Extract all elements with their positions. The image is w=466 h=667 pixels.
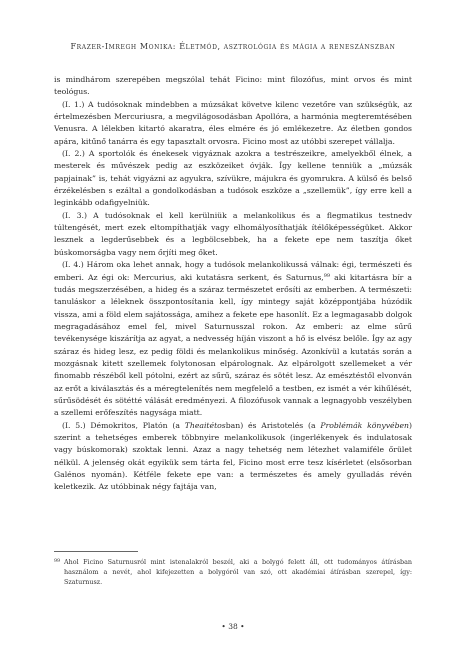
page-number: • 38 • bbox=[221, 622, 245, 631]
paragraph-i-2: (I. 2.) A sportolók és énekesek vigyáznak azokra a testrészeikre, amelyekből élnek, a mesterek és művészek pedig az eszközeiket óvják. Így kellene tenniük a „múzsák papjainak” is, tehát vigyázni az agyukra, szívükre, májukra és gyomrukra. A külső és belső érzékelésben s ezáltal a gondolkodásban a tudósok eszköze a „szellemük”, így erre kell a leginkább odafigyelniük. bbox=[54, 149, 412, 208]
work-title-theaitetos: Theaitétos bbox=[184, 420, 226, 430]
work-title-problemak: Problémák könyvében bbox=[320, 420, 410, 430]
paragraph-i-3: (I. 3.) A tudósoknak el kell kerülniük a melankolikus és a flegmatikus testnedv túltengését, mert ezek eltompíthatják vagy elhomályosíthatják ítélőképességüket. Akkor lesznek a legderűsebbek és a legbölcsebbek, ha a fekete epe nem taszítja őket búskomorságba vagy nem őrjíti meg őket. bbox=[54, 210, 412, 257]
paragraph-i-5-text-a: (I. 5.) Démokritos, Platón (a bbox=[62, 420, 185, 430]
footnote bbox=[54, 557, 412, 588]
main-text bbox=[54, 74, 412, 494]
footnote-divider bbox=[54, 551, 138, 552]
paragraph-i-1: (I. 1.) A tudósoknak mindebben a múzsákat követve kilenc vezetőre van szükségük, az értelmezésben Mercuriusra, a megvilágosodásban Apollóra, a harmónia megteremtésében Venusra. A lélekben kitartó akaratra, éles elmére és jó emlékezetre. Az életben gondos apára, kitűnő tanárra és egy tapasztalt orvosra. Ficino most az utóbbi szerepet vállalja. bbox=[54, 99, 412, 146]
footnote-text: Ahol Ficino Saturnusról mint istenalakról beszél, aki a bolygó felett áll, ott tudományos átírásban használom a nevét, ahol kifejezetten a bolygóról van szó, ott akadémiai átírásban szerepel, így: Szaturnusz. bbox=[64, 558, 412, 587]
footnote-reference: 99 bbox=[323, 272, 331, 279]
paragraph-i-5-text-b: ban) és Aristotelés (a bbox=[225, 420, 321, 430]
paragraph-i-5 bbox=[54, 420, 412, 494]
paragraph-i-4-text-after: aki kitartásra bír a tudás megszerzésében, a hideg és a száraz természetet erősíti az emberben. A természeti: tanuláskor a léleknek összpontosítania kell, így mintegy saját középpontjába húzódik vissza, ami a föld elem sajátossága, amihez a fekete epe hasonlít. Ez a legmagasabb dolgok megragadásához emel fel, mivel Saturnusszal rokon. Az emberi: az elme sűrű tevékenysége kiszárítja az agyat, a nedvesség híján viszont a hő is elvész belőle. Így az agy száraz és hideg lesz, ez pedig földi és melankolikus minőség. Azonkívül a kutatás során a mozgásnak kitett szellemek folytonosan elpárolognak. Az elpárolgott szellemeket a vér finomabb részéből kell pótolni, ezért az sűrű, száraz és sötét lesz. Az emésztéstől elvonván az erőt a kiválasztás és a méregtelenítés nem megfelelő a testben, ez ismét a vér kihűlését, sűrűsödését és sötétté válását eredményezi. A filozófusok vannak a legnagyobb veszélyben a szellemi erőfeszítés nagysága miatt. bbox=[54, 272, 413, 418]
footnote-number: 99 bbox=[54, 559, 61, 564]
running-header: Frazer-Imregh Monika: Életmód, asztrológia és mágia a reneszánszban bbox=[70, 42, 396, 51]
paragraph-i-4-text: (I. 4.) Három oka lehet annak, hogy a tudósok melankolikussá válnak: égi, természeti és emberi. Az égi ok: Mercurius, aki kutatásra serkent, és Saturnus, bbox=[54, 260, 412, 282]
paragraph-i-5-text-c: ) szerint a tehetséges emberek többnyire melankolikusok (ingerlékenyek és indulatosak vagy búskomorak) szoktak lenni. Azaz a nagy tehetség nem létezhet valamiféle őrület nélkül. A jelenség okát egyikük sem tárta fel, Ficino most erre tesz kísérletet (elsősorban Galénos nyomán). Kétféle fekete epe van: a természetes és amely gyulladás révén keletkezik. Az utóbbinak négy fajtája van, bbox=[54, 420, 413, 492]
paragraph-continuation: is mindhárom szerepében megszólal tehát Ficino: mint filozófus, mint orvos és mint teológus. bbox=[54, 75, 412, 97]
paragraph-i-4 bbox=[54, 259, 412, 419]
